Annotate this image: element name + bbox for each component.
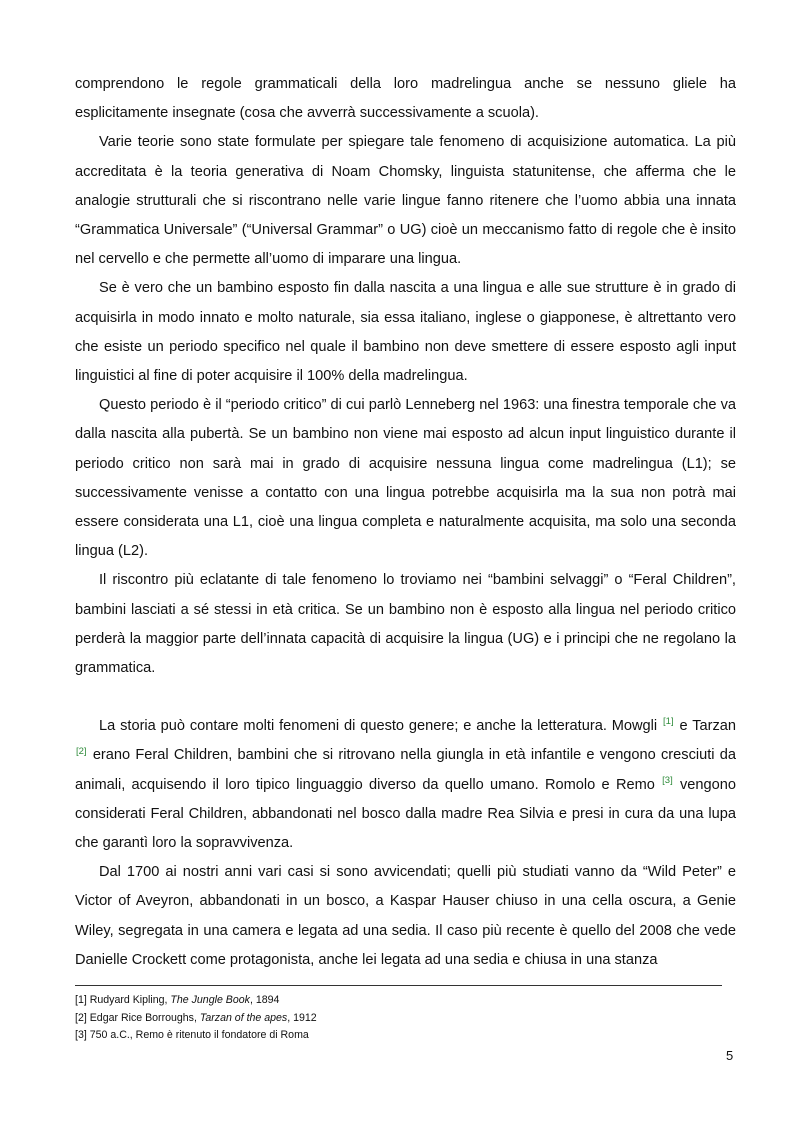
footnote-2-number: [2] [75,1011,87,1024]
footnote-2-title: Tarzan of the apes [199,1011,288,1024]
paragraph-5: Il riscontro più eclatante di tale fenomeno lo troviamo nei “bambini selvaggi” o “Feral Children”, bambini lasciati a sé stessi in età critica. Se un bambino non è esposto alla lingua nel periodo critico perderà la maggior parte dell’innata capacità di acquisire la lingua (UG) e i principi che ne regolano la grammatica. [75,572,736,677]
paragraph-6-part-a: La storia può contare molti fenomeni di questo genere; e anche la letteratura. Mowgli [99,718,658,735]
footnote-2-year: , 1912 [287,1011,317,1024]
footnote-3-number: [3] [75,1029,87,1041]
footnote-ref-2[interactable]: [2] [76,745,87,757]
paragraph-6-part-d: vengono considerati Feral Children, abbandonati nel bosco dalla madre Rea Silvia e presi in cura da una lupa che garantì loro la sopravvivenza. [75,776,736,852]
footnote-1-year: , 1894 [249,994,280,1006]
footnote-ref-1[interactable]: [1] [663,716,674,728]
paragraph-1: comprendono le regole grammaticali della loro madrelingua anche se nessuno gliele ha esplicitamente insegnate (cosa che avverrà successivamente a scuola). [75,76,736,122]
paragraph-3: Se è vero che un bambino esposto fin dalla nascita a una lingua e alle sue strutture è in grado di acquisirla in modo innato e molto naturale, sia essa italiano, inglese o giapponese, è altrettanto vero che esiste un periodo specifico nel quale il bambino non deve smettere di essere esposto agli input linguistici al fine di poter acquisire il 100% della madrelingua. [75,280,736,385]
paragraph-4: Questo periodo è il “periodo critico” di cui parlò Lenneberg nel 1963: una finestra temporale che va dalla nascita alla pubertà. Se un bambino non viene mai esposto ad alcun input linguistico durante il periodo critico non sarà mai in grado di acquisire nessuna lingua come madrelingua (L1); se successivamente venisse a contatto con una lingua potrebbe acquisirla ma la sua non potrà mai essere considerata una L1, cioè una lingua completa e naturalmente acquisita, ma solo una seconda lingua (L2). [75,397,736,560]
footnotes [75,992,735,1045]
footnote-ref-3[interactable]: [3] [662,774,673,786]
footnote-divider [75,985,722,986]
paragraph-6-part-b: e Tarzan [679,718,736,735]
body-text [75,70,736,975]
footnote-1-author: Rudyard Kipling, [89,994,168,1006]
paragraph-7: Dal 1700 ai nostri anni vari casi si sono avvicendati; quelli più studiati vanno da “Wild Peter” e Victor of Aveyron, abbandonati in un bosco, a Kaspar Hauser chiuso in una cella oscura, a Genie Wiley, segregata in una camera e legata ad una sedia. Il caso più recente è quello del 2008 che vede Danielle Crockett come protagonista, anche lei legata ad una sedia e chiusa in una stanza [75,864,736,968]
paragraph-6 [75,712,736,858]
footnote-3-text: 750 a.C., Remo è ritenuto il fondatore di Roma [89,1029,309,1041]
footnote-2-author: Edgar Rice Borroughs, [89,1011,197,1024]
footnote-1 [75,992,735,1010]
page-number: 5 [726,1048,734,1063]
footnote-1-title: The Jungle Book [170,994,250,1006]
footnote-3 [75,1027,735,1045]
paragraph-6-part-c: erano Feral Children, bambini che si ritrovano nella giungla in età infantile e vengono cresciuti da animali, acquisendo il loro tipico linguaggio diverso da quello umano. Romolo e Remo [75,747,737,793]
paragraph-2: Varie teorie sono state formulate per spiegare tale fenomeno di acquisizione automatica. La più accreditata è la teoria generativa di Noam Chomsky, linguista statunitense, che afferma che le analogie strutturali che si riscontrano nelle varie lingue fanno ritenere che l’uomo abbia una innata “Grammatica Universale” (“Universal Grammar” o UG) cioè un meccanismo fatto di regole che è insito nel cervello e che permette all’uomo di imparare una lingua. [75,134,736,268]
footnote-1-number: [1] [75,994,87,1006]
footnote-2 [75,1010,735,1028]
